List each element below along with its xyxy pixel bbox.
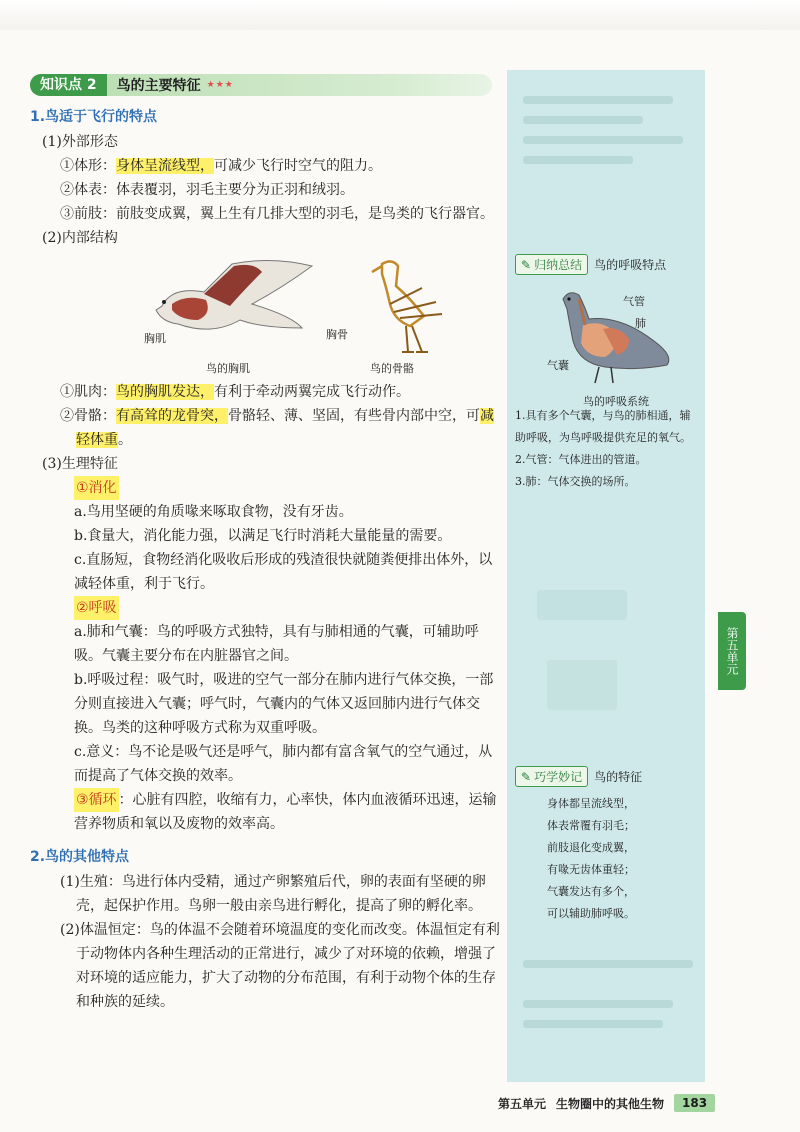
faint-line (523, 96, 673, 104)
page-footer (498, 1094, 715, 1112)
memory-header (515, 766, 701, 787)
star-rating: ★★★ (206, 80, 234, 90)
top-band (0, 0, 800, 30)
pigeon-muscle-illustration (142, 258, 322, 348)
muscle-caption: 鸟的胸肌 (206, 362, 250, 375)
trachea-label: 气管 (623, 295, 645, 308)
body-temperature-item: (2)体温恒定：鸟的体温不会随着环境温度的变化而改变。体温恒定有利于动物体内各种生理活动的正常进行，减少了对环境的依赖，增强了对环境的适应能力，扩大了动物的分布范围，有利于动物个体的生存和种族的延续。 (60, 922, 500, 1010)
digestion-subheading (30, 476, 500, 500)
respiration-subheading (30, 596, 500, 620)
respiration-b: b.呼吸过程：吸气时，吸进的空气一部分在肺内进行气体交换，一部分则直接进入气囊；呼气时，气囊内的气体又返回肺内进行气体交换。鸟类的这种呼吸方式称为双重呼吸。 (74, 672, 494, 736)
faint-line (523, 960, 693, 968)
digestion-b: b.食量大，消化能力强，以满足飞行时消耗大量能量的需要。 (74, 528, 452, 544)
section-1-title: 1.鸟适于飞行的特点 (30, 109, 158, 125)
external-form-heading: (1)外部形态 (42, 134, 118, 150)
highlight: 有高耸的龙骨突， (116, 408, 228, 424)
sidebar (507, 70, 705, 1082)
knowledge-tag: 知识点 2 (30, 74, 107, 96)
footer-unit: 第五单元 (498, 1096, 547, 1111)
bulb-icon: ✎ (521, 769, 532, 784)
summary-header (515, 254, 701, 275)
poem-line: 有喙无齿体重轻； (547, 863, 635, 876)
muscle-item (30, 380, 500, 404)
faint-line (523, 1000, 673, 1008)
section-2-title: 2.鸟的其他特点 (30, 849, 130, 865)
respiration-a: a.肺和气囊：鸟的呼吸方式独特，具有与肺相通的气囊，可辅助呼吸。气囊主要分布在内脏器官之间。 (74, 624, 479, 664)
faint-line (523, 156, 633, 164)
pectoral-muscle-label: 胸肌 (144, 332, 166, 345)
knowledge-point-heading (30, 74, 492, 96)
highlight: 减轻体重 (76, 408, 494, 448)
unit-side-tab: 第五单元 (718, 612, 746, 690)
badge-text: 归纳总结 (534, 258, 583, 272)
faint-line (523, 1020, 663, 1028)
air-sac-label: 气囊 (547, 359, 569, 372)
faint-line (523, 136, 683, 144)
digestion-a: a.鸟用坚硬的角质喙来啄取食物，没有牙齿。 (74, 504, 353, 520)
faint-line (523, 116, 643, 124)
memory-title: 鸟的特征 (594, 770, 643, 784)
text: 。 (118, 432, 132, 448)
bird-skeleton-illustration (350, 256, 460, 366)
text: 有利于牵动两翼完成飞行动作。 (214, 384, 410, 400)
faint-block (547, 660, 617, 710)
summary-note-2: 2.气管：气体进出的管道。 (515, 453, 647, 466)
digestion-c: c.直肠短，食物经消化吸收后形成的残渣很快就随粪便排出体外，以减轻体重，利于飞行。 (74, 552, 493, 592)
summary-title: 鸟的呼吸特点 (594, 258, 667, 272)
summary-note-3: 3.肺：气体交换的场所。 (515, 475, 636, 488)
bone-item (30, 404, 500, 452)
respiratory-figure (515, 281, 701, 408)
poem-line: 可以辅助肺呼吸。 (547, 907, 635, 920)
text: ：心脏有四腔，收缩有力，心率快，体内血液循环迅速，运输营养物质和氧以及废物的效率高。 (74, 792, 497, 832)
poem-line: 前肢退化变成翼， (547, 841, 635, 854)
poem-line: 身体都呈流线型， (547, 797, 635, 810)
respiratory-caption: 鸟的呼吸系统 (583, 395, 649, 408)
note-icon: ✎ (521, 257, 532, 272)
subheading-highlight: ③循环 (74, 788, 119, 812)
skeleton-caption: 鸟的骨骼 (370, 362, 414, 375)
highlight: 鸟的胸肌发达， (116, 384, 214, 400)
lung-label: 肺 (635, 317, 646, 330)
faint-block (537, 590, 627, 620)
summary-box (515, 248, 701, 493)
footer-chapter: 生物圈中的其他生物 (556, 1096, 665, 1111)
text: 骨骼轻、薄、坚固，有些骨内部中空，可 (228, 408, 480, 424)
bird-figures (30, 256, 500, 376)
subheading-highlight: ①消化 (74, 476, 119, 500)
sternum-label: 胸骨 (326, 328, 348, 341)
respiration-c: c.意义：鸟不论是吸气还是呼气，肺内都有富含氧气的空气通过，从而提高了气体交换的效率。 (74, 744, 493, 784)
text: 可减少飞行时空气的阻力。 (214, 158, 382, 174)
summary-badge (515, 254, 588, 275)
poem-line: 气囊发达有多个， (547, 885, 635, 898)
memory-badge (515, 766, 588, 787)
poem-line: 体表常覆有羽毛； (547, 819, 635, 832)
forelimb-item: ③前肢：前肢变成翼，翼上生有几排大型的羽毛，是鸟类的飞行器官。 (60, 206, 494, 222)
badge-text: 巧学妙记 (534, 770, 583, 784)
circulation-item (30, 788, 500, 836)
physiology-heading: (3)生理特征 (42, 456, 118, 472)
summary-note-1: 1.具有多个气囊，与鸟的肺相通，辅助呼吸，为鸟呼吸提供充足的氧气。 (515, 409, 691, 444)
memory-box (515, 760, 701, 925)
text: ②骨骼： (60, 408, 116, 424)
subheading-highlight: ②呼吸 (74, 596, 119, 620)
main-column (30, 74, 500, 1014)
pigeon-respiratory-illustration (549, 285, 679, 389)
highlight: 身体呈流线型， (116, 158, 214, 174)
page-number: 183 (674, 1094, 715, 1112)
heading-title: 鸟的主要特征 (116, 78, 201, 94)
body-shape-item (30, 154, 500, 178)
body-surface-item: ②体表：体表覆羽，羽毛主要分为正羽和绒羽。 (60, 182, 354, 198)
text: ①肌肉： (60, 384, 116, 400)
internal-structure-heading: (2)内部结构 (42, 230, 118, 246)
text: ①体形： (60, 158, 116, 174)
reproduction-item: (1)生殖：鸟进行体内受精，通过产卵繁殖后代，卵的表面有坚硬的卵壳，起保护作用。鸟卵一般由亲鸟进行孵化，提高了卵的孵化率。 (60, 874, 486, 914)
